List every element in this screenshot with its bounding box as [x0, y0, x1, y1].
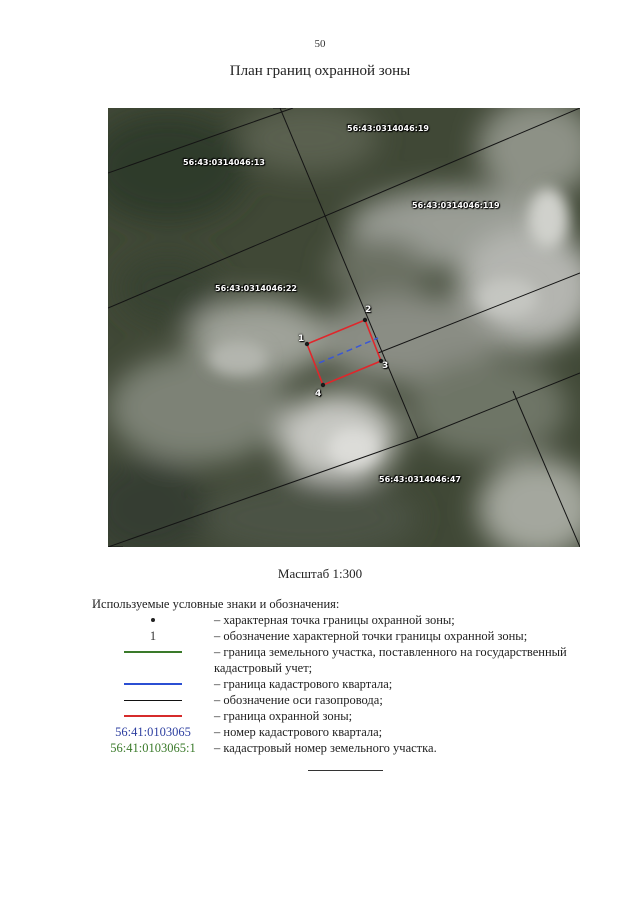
black-line-icon	[124, 700, 182, 701]
parcel-label: 56:43:0314046:22	[215, 284, 297, 293]
legend-item-quarter: – граница кадастрового квартала;	[92, 676, 612, 692]
point-label-1: 1	[298, 334, 305, 344]
page-number: 50	[314, 38, 326, 50]
page-title: План границ охранной зоны	[229, 63, 411, 79]
point-label-2: 2	[365, 305, 372, 315]
legend-item-zone: – граница охранной зоны;	[92, 708, 612, 724]
footer-rule	[308, 770, 383, 771]
green-line-icon	[124, 651, 182, 653]
parcel-label: 56:43:0314046:13	[183, 158, 265, 167]
blue-line-icon	[124, 683, 182, 685]
parcel-label: 56:43:0314046:119	[412, 201, 500, 210]
legend-item-quarter-number: 56:41:0103065 – номер кадастрового квартала;	[115, 725, 383, 739]
point-label-4: 4	[315, 389, 322, 399]
legend-heading: Используемые условные знаки и обозначения:	[92, 597, 340, 611]
map-imagery	[108, 108, 580, 547]
legend	[92, 612, 612, 756]
legend-item-parcel-number: 56:41:0103065:1 – кадастровый номер земельного участка.	[110, 741, 437, 755]
legend-item-land-parcel: – граница земельного участка, поставленного на государственный кадастровый учет;	[92, 644, 612, 676]
map-view[interactable]	[108, 108, 580, 547]
parcel-label: 56:43:0314046:19	[347, 124, 429, 133]
point-symbol-icon	[151, 618, 155, 622]
legend-item-point-label: 1 – обозначение характерной точки границы охранной зоны;	[149, 629, 528, 643]
parcel-label: 56:43:0314046:47	[379, 475, 461, 484]
map-scale: Масштаб 1:300	[277, 566, 363, 581]
legend-item-point: – характерная точка границы охранной зоны;	[92, 612, 612, 628]
red-line-icon	[124, 715, 182, 717]
point-label-3: 3	[382, 361, 389, 371]
legend-item-pipeline: – обозначение оси газопровода;	[92, 692, 612, 708]
